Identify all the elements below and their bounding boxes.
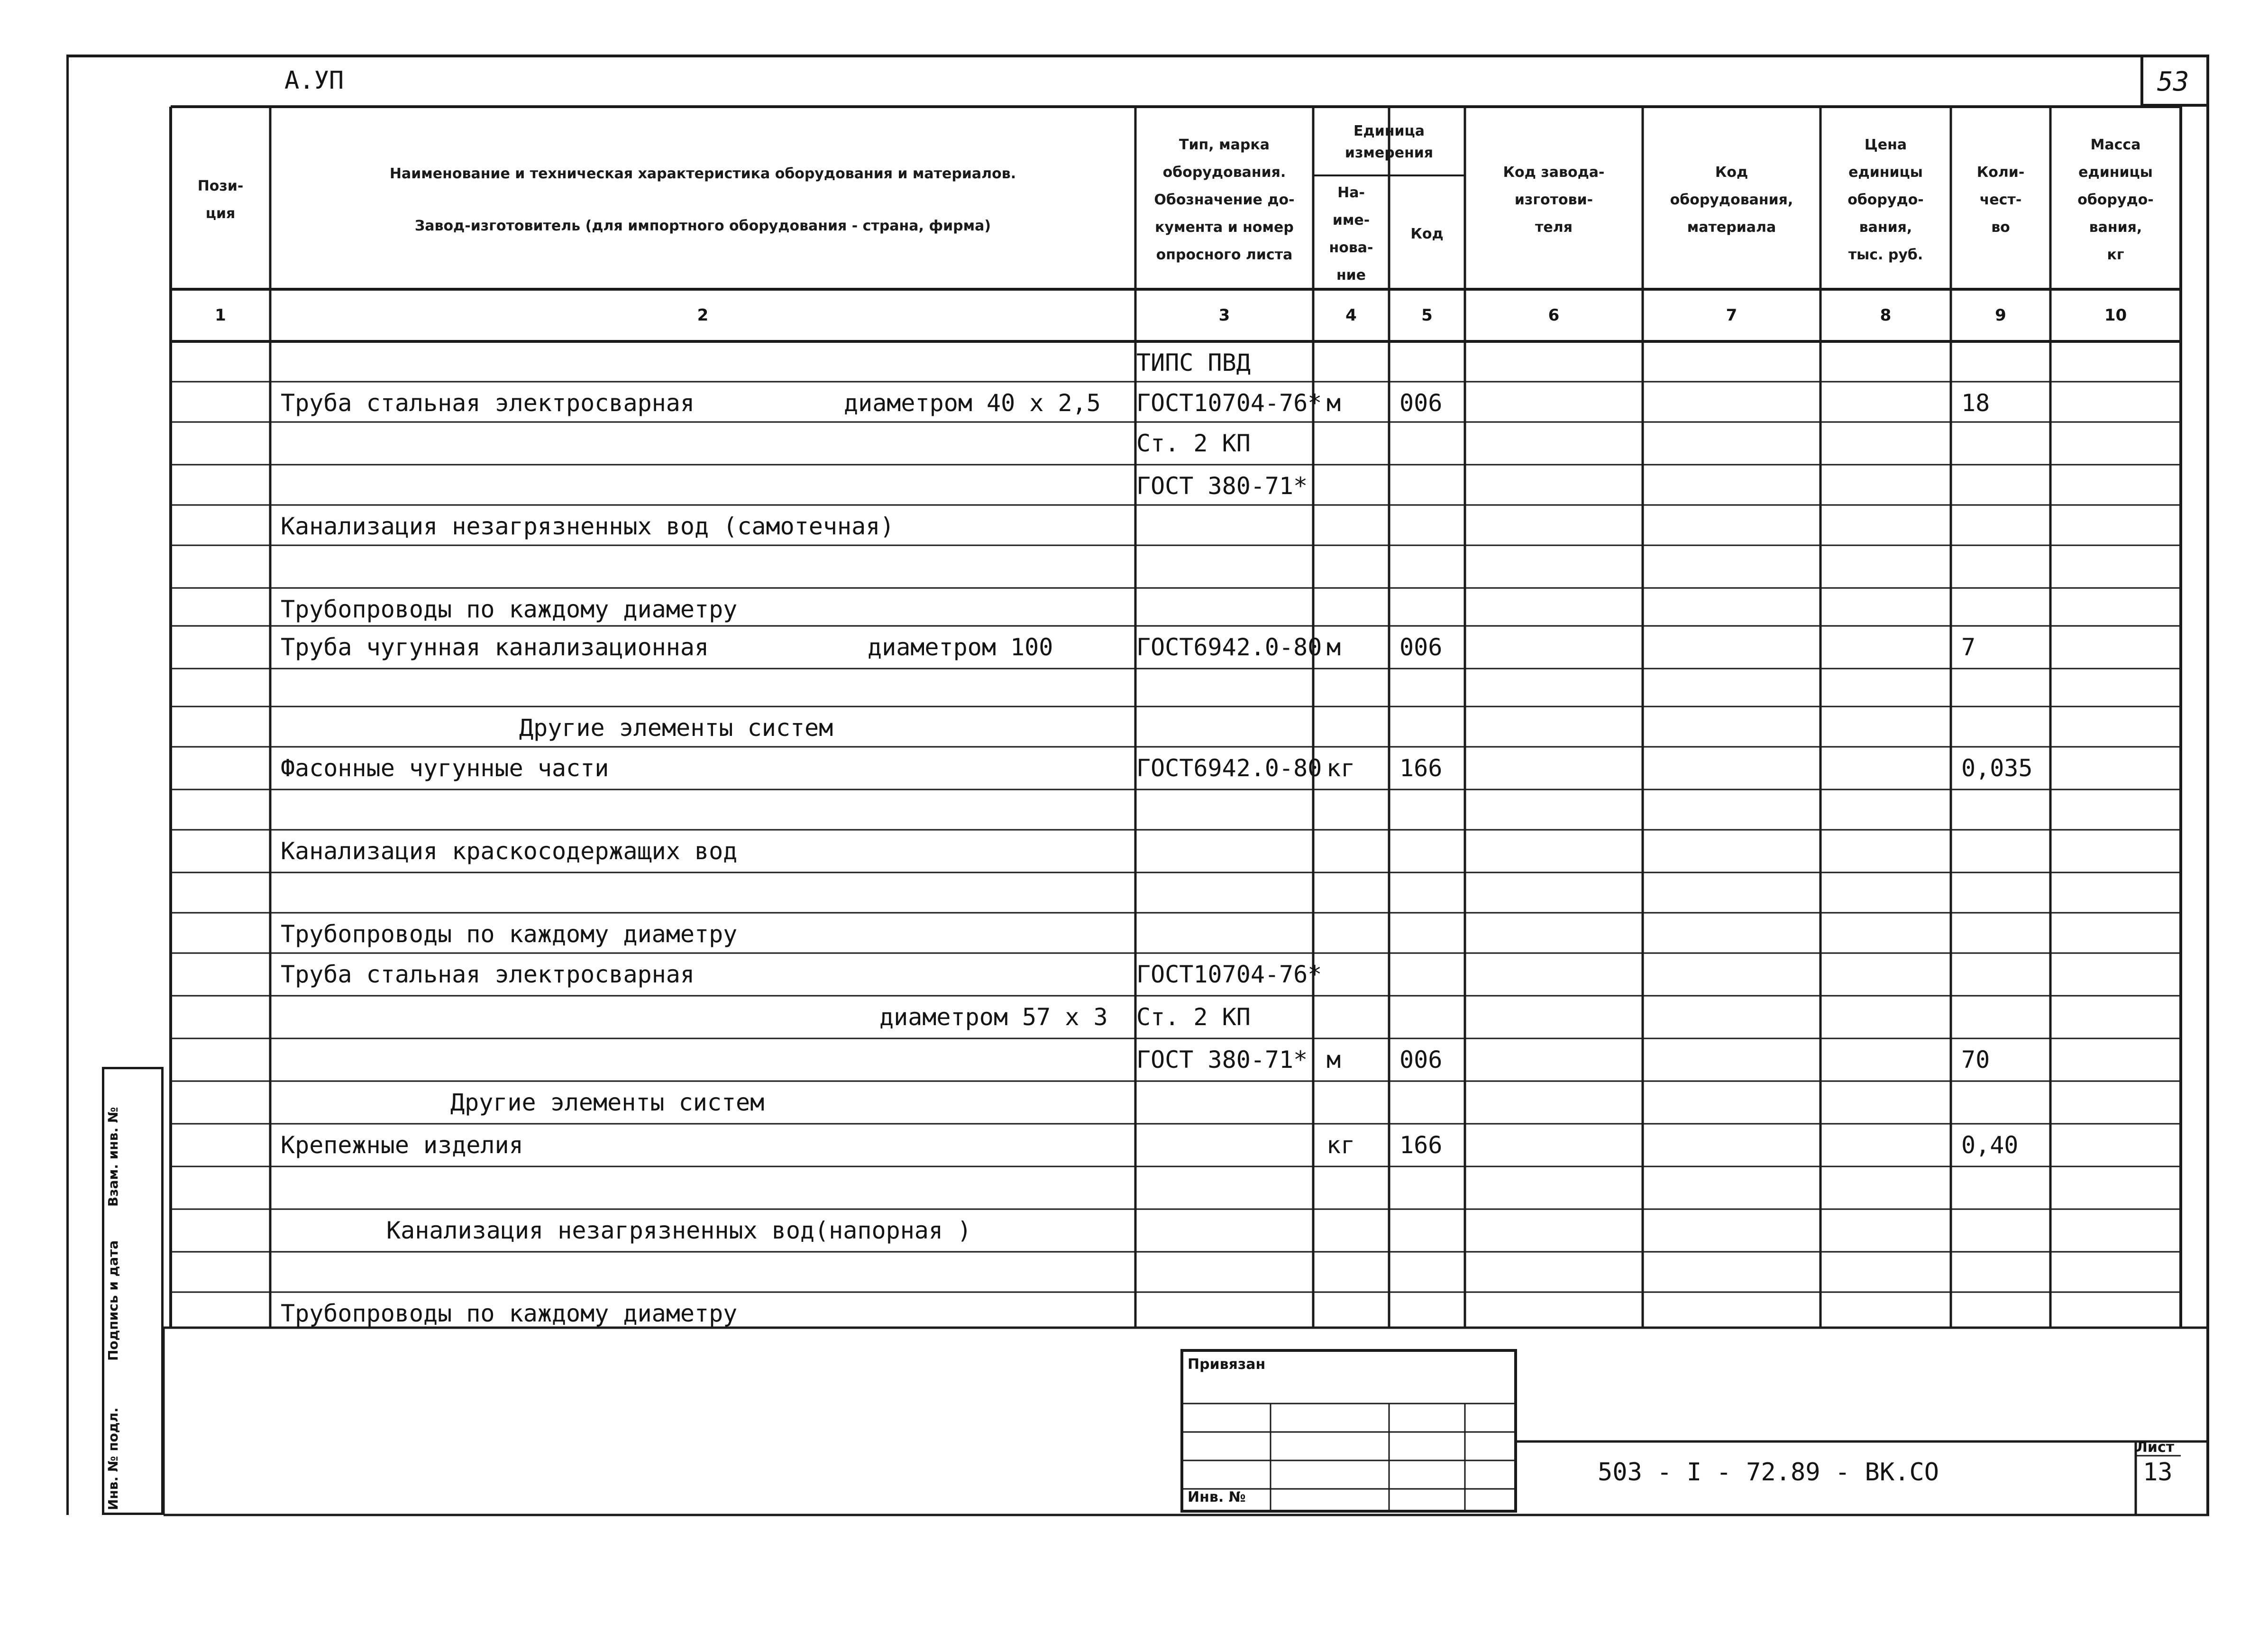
row-name: Канализация незагрязненных вод (самотечная): [281, 513, 895, 540]
row-document: ГОСТ 380-71*: [1136, 1046, 1308, 1074]
header-label: А.УП: [284, 66, 344, 95]
row-unit: кг: [1326, 754, 1355, 782]
row-name: Крепежные изделия: [281, 1131, 523, 1159]
side-label-replace-inv: Взам. инв. №: [105, 1107, 121, 1207]
row-quantity: 18: [1961, 389, 1990, 417]
row-name: Труба стальная электросварная: [281, 961, 695, 988]
row-name: Труба чугунная канализационная: [281, 633, 709, 661]
row-name-size: диаметром 40 х 2,5: [844, 389, 1101, 417]
inv-label: Инв. №: [1188, 1489, 1246, 1505]
column-number-6: 6: [1548, 306, 1560, 325]
column-number-4: 4: [1345, 306, 1357, 325]
row-document: ГОСТ 380-71*: [1136, 472, 1308, 500]
column-number-10: 10: [2104, 306, 2127, 325]
row-name: Трубопроводы по каждому диаметру: [281, 596, 738, 623]
row-name: Другие элементы систем: [519, 714, 833, 742]
side-label-inv-original: Инв. № подл.: [105, 1407, 121, 1510]
column-header-9: Коли- чест- во: [1976, 164, 2025, 236]
sheet-number: 13: [2143, 1458, 2173, 1487]
row-document: ГОСТ10704-76*: [1136, 961, 1322, 988]
row-document: Ст. 2 КП: [1136, 430, 1251, 457]
column-header-2: Наименование и техническая характеристика оборудования и материалов. Завод-изготовитель (для импортного оборудования - страна, фирма): [389, 165, 1016, 234]
row-document: ГОСТ6942.0-80: [1136, 633, 1322, 661]
row-quantity: 70: [1961, 1046, 1990, 1074]
row-name-size: диаметром 57 х 3: [879, 1003, 1108, 1031]
page-corner-number: 53: [2157, 66, 2189, 97]
row-document: ГОСТ6942.0-80: [1136, 754, 1322, 782]
sheet-label: Лист: [2136, 1439, 2175, 1456]
row-unit: кг: [1326, 1131, 1355, 1159]
row-quantity: 7: [1961, 633, 1976, 661]
row-name-size: диаметром 100: [868, 633, 1053, 661]
column-number-9: 9: [1995, 306, 2006, 325]
row-name: Другие элементы систем: [450, 1089, 765, 1116]
row-unit: м: [1326, 1046, 1341, 1074]
column-header-1: Пози- ция: [197, 177, 244, 222]
column-number-2: 2: [697, 306, 709, 325]
row-name: Канализация краскосодержащих вод: [281, 837, 738, 865]
column-header-8: Цена единицы оборудо- вания, тыс. руб.: [1847, 136, 1924, 263]
document-code: 503 - I - 72.89 - ВК.СО: [1598, 1458, 1939, 1487]
column-header-10: Масса единицы оборудо- вания, кг: [2077, 136, 2154, 263]
side-label-signature-date: Подпись и дата: [105, 1240, 121, 1361]
column-number-8: 8: [1880, 306, 1892, 325]
row-name: Фасонные чугунные части: [281, 754, 609, 782]
row-unit: м: [1326, 389, 1341, 417]
row-name: Труба стальная электросварная: [281, 389, 695, 417]
column-number-5: 5: [1421, 306, 1433, 325]
column-header-3: Тип, марка оборудования. Обозначение до- кумента и номер опросного листа: [1154, 136, 1295, 263]
row-quantity: 0,035: [1961, 754, 2033, 782]
row-document: Ст. 2 КП: [1136, 1003, 1251, 1031]
column-header-7: Код оборудования, материала: [1670, 164, 1793, 236]
column-number-1: 1: [215, 306, 226, 325]
row-name: Трубопроводы по каждому диаметру: [281, 1300, 738, 1327]
column-number-3: 3: [1218, 306, 1230, 325]
row-name: Трубопроводы по каждому диаметру: [281, 920, 738, 948]
row-unit: м: [1326, 633, 1341, 661]
attached-stamp: [1180, 1349, 1517, 1513]
row-document: ТИПС ПВД: [1136, 349, 1251, 376]
column-header-5: Код: [1410, 226, 1444, 242]
column-header-6: Код завода- изготови- теля: [1503, 164, 1605, 236]
row-document: ГОСТ10704-76*: [1136, 389, 1322, 417]
column-header-4: На- име- нова- ние: [1329, 184, 1373, 284]
column-number-7: 7: [1726, 306, 1738, 325]
row-code: 006: [1399, 389, 1443, 417]
row-code: 006: [1399, 1046, 1443, 1074]
attached-label: Привязан: [1188, 1356, 1266, 1373]
unit-group-header: Единица измерения: [1344, 123, 1434, 161]
row-quantity: 0,40: [1961, 1131, 2019, 1159]
row-code: 166: [1399, 754, 1443, 782]
row-name: Канализация незагрязненных вод(напорная ): [386, 1217, 972, 1244]
row-code: 006: [1399, 633, 1443, 661]
row-code: 166: [1399, 1131, 1443, 1159]
